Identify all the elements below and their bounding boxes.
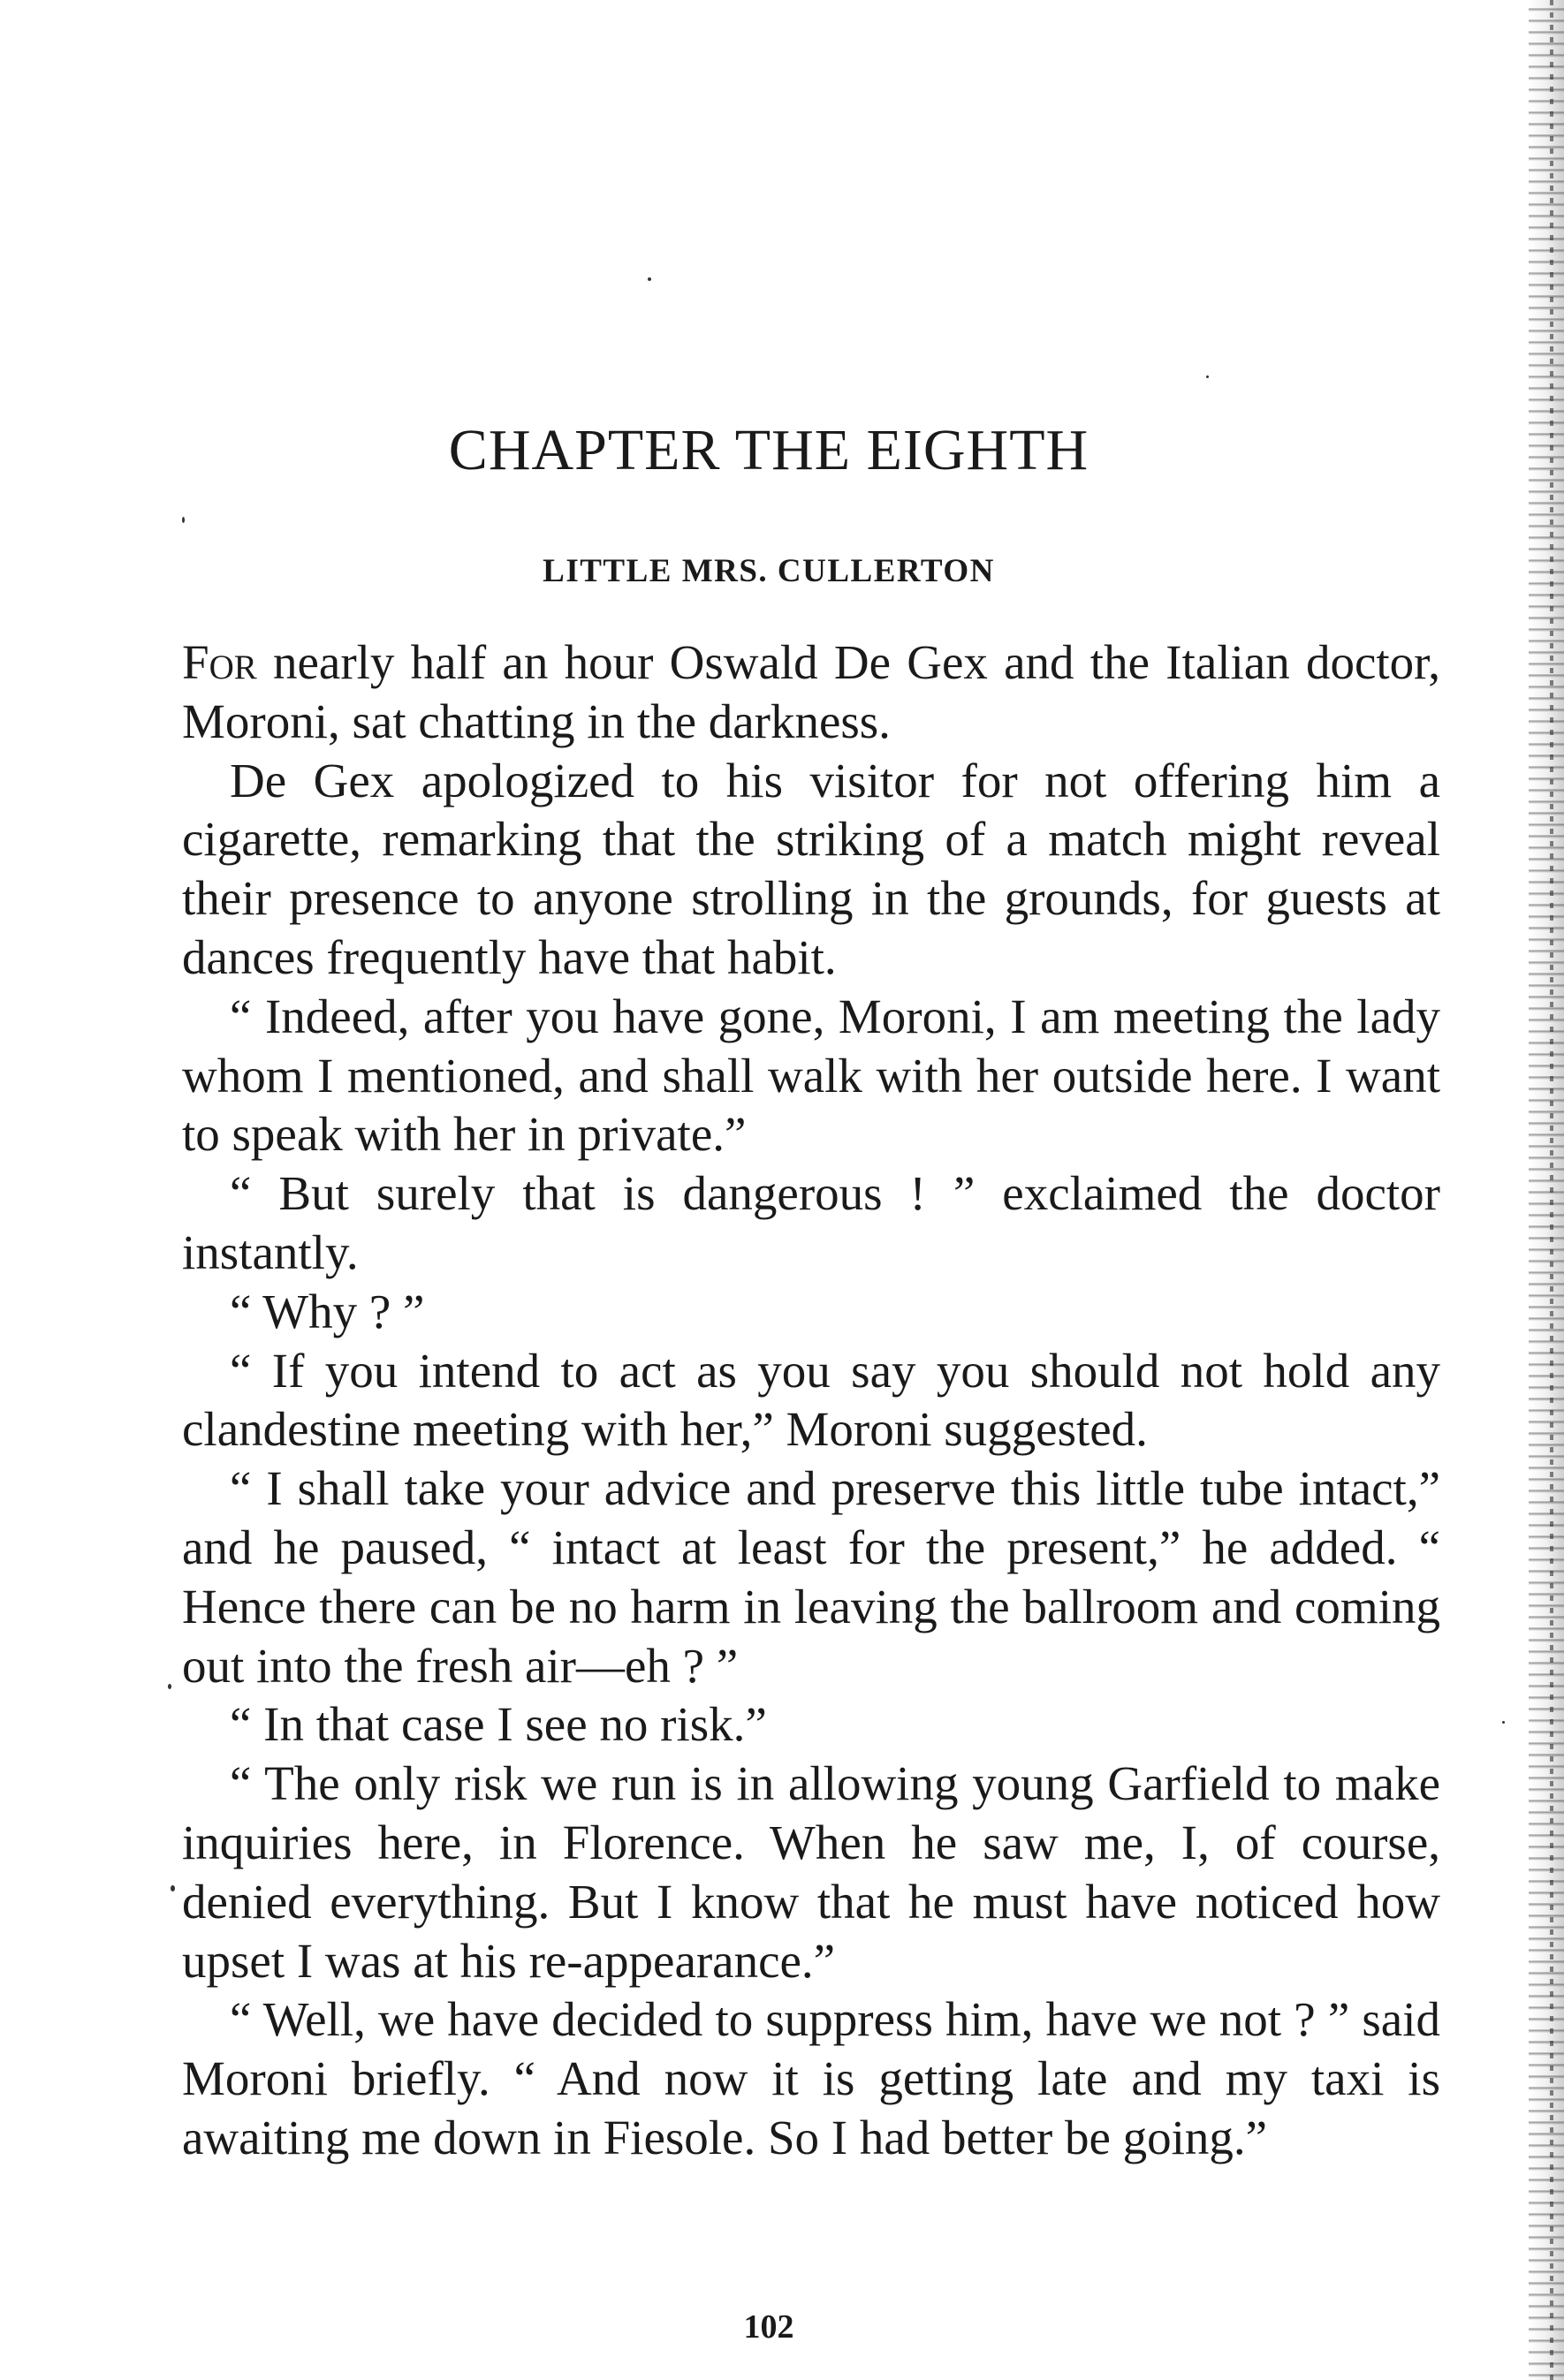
print-speck	[168, 1684, 171, 1689]
print-speck	[648, 277, 651, 281]
print-speck	[182, 517, 185, 523]
paragraph: “ In that case I see no risk.”	[230, 1697, 767, 1752]
page-edge-binding	[1550, 0, 1553, 2380]
opening-word: For	[182, 635, 257, 689]
page-number: 102	[743, 2308, 794, 2346]
print-speck	[1502, 1721, 1505, 1724]
paragraph	[182, 633, 1440, 752]
print-speck	[1206, 375, 1209, 378]
paragraph: “ Indeed, after you have gone, Moroni, I am meeting the lady whom I mentioned, and shall walk with her outside here. I want to speak with her in private.”	[182, 989, 1440, 1162]
page-edge-shadow	[1529, 0, 1564, 2380]
paragraph: “ The only risk we run is in allowing young Garfield to make inquiries here, in Florence. When he saw me, I, of course, denied everything. But I know that he must have noticed how upset I was at his re-appearance.”	[182, 1756, 1440, 1988]
paragraph: “ If you intend to act as you say you should not hold any clandestine meeting with her,” Moroni suggested.	[182, 1343, 1440, 1457]
paragraph: “ But surely that is dangerous ! ” exclaimed the doctor instantly.	[182, 1166, 1440, 1279]
paragraph: “ Well, we have decided to suppress him, have we not ? ” said Moroni briefly. “ And now it is getting late and my taxi is awaiting me down in Fiesole. So I had better be going.”	[182, 1992, 1440, 2164]
chapter-title: CHAPTER THE EIGHTH	[448, 418, 1089, 483]
paragraph: De Gex apologized to his visitor for not offering him a cigarette, remarking that the striking of a match might reveal their presence to anyone strolling in the grounds, for guests at dances frequently have that habit.	[182, 753, 1440, 984]
chapter-body	[182, 633, 1440, 2168]
chapter-subtitle: LITTLE MRS. CULLERTON	[543, 552, 995, 589]
paragraph-text: nearly half an hour Oswald De Gex and the Italian doctor, Moroni, sat chatting in the darkness.	[182, 635, 1440, 748]
print-speck	[171, 1885, 175, 1891]
paragraph: “ I shall take your advice and preserve this little tube intact,” and he paused, “ intact at least for the present,” he added. “ Hence there can be no harm in leaving the ballroom and coming out into the fresh air—eh ? ”	[182, 1461, 1440, 1693]
paragraph: “ Why ? ”	[230, 1284, 425, 1338]
